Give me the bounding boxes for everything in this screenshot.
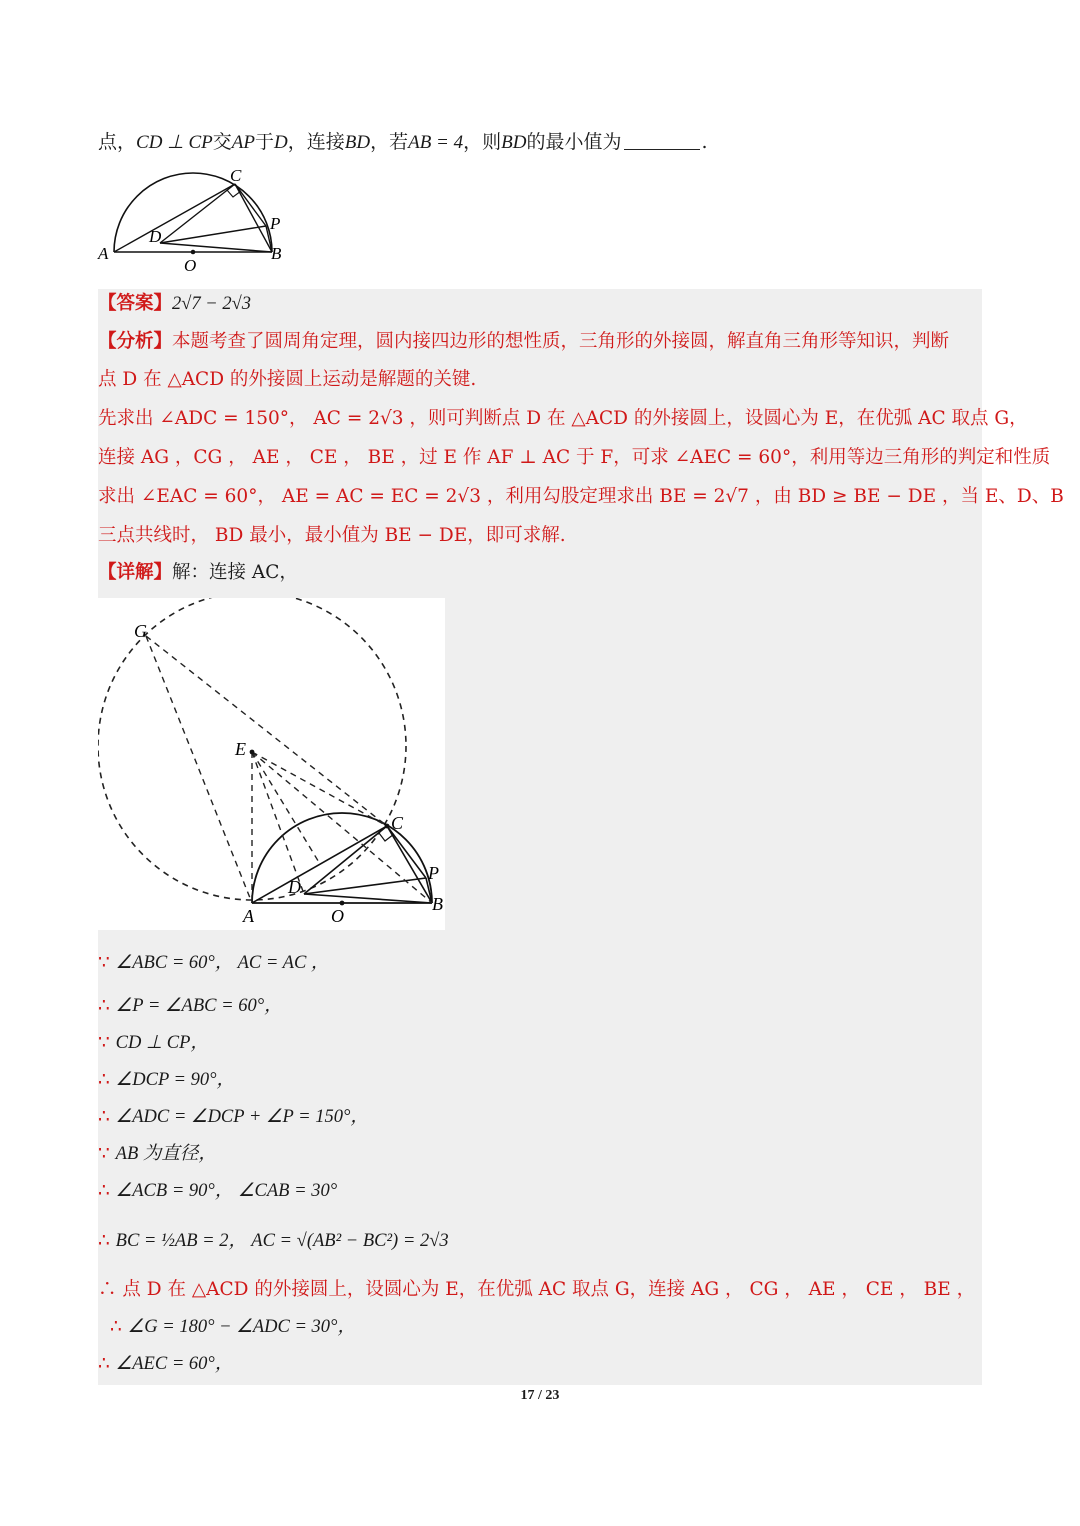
label-c: C: [230, 166, 242, 185]
label-a: A: [98, 244, 109, 263]
question-text: [98, 124, 998, 161]
step-symbol: ∴: [98, 1279, 117, 1300]
step-row: [98, 991, 283, 1021]
page-number: 17 / 23: [520, 1388, 560, 1403]
point-e: [250, 750, 255, 755]
step-text: ∠ABC = 60°， AC = AC ，: [115, 953, 330, 973]
semicircle-diagram: [94, 164, 294, 274]
answer-value: 2√7 − 2√3: [172, 294, 252, 314]
analysis-text: 本题考查了圆周角定理，圆内接四边形的想性质，三角形的外接圆，解直角三角形等知识，判断: [172, 331, 950, 352]
step-symbol: ∴: [98, 1069, 110, 1090]
step-text: BC = ½AB = 2， AC = √(AB² − BC²) = 2√3: [115, 1231, 449, 1251]
q-part: ，连接: [287, 131, 345, 153]
label-d: D: [288, 877, 301, 897]
step-symbol: ∴: [98, 1230, 110, 1251]
circle-construction-diagram: [98, 598, 445, 930]
detail-row: [98, 554, 982, 592]
line-db: [160, 243, 272, 252]
step-symbol: ∴: [98, 995, 110, 1016]
answer-tag: 【答案】: [98, 293, 173, 314]
q-part: ，若: [370, 131, 409, 153]
label-p: P: [428, 863, 439, 883]
step-row: [98, 1275, 975, 1305]
step-row: [98, 948, 329, 978]
label-c: C: [391, 813, 404, 833]
analysis-tag: 【分析】: [98, 331, 173, 352]
step-text: CD ⊥ CP，: [115, 1033, 209, 1053]
step-row: [98, 1349, 233, 1379]
label-a: A: [243, 906, 254, 926]
step-symbol: ∵: [98, 1143, 110, 1164]
q-part: 点，: [98, 131, 137, 153]
line-ac: [114, 184, 235, 252]
label-o: O: [331, 906, 344, 926]
step-row: [98, 1176, 337, 1206]
line-dp: [160, 226, 266, 243]
step-row: [98, 1102, 369, 1132]
point-c: [385, 824, 390, 829]
label-b: B: [271, 244, 282, 263]
q-part: ，则: [463, 131, 502, 153]
analysis-line-5: 求出 ∠EAC = 60°， AE = AC = EC = 2√3 ，利用勾股定理求出 BE = 2√7 ，由 BD ≥ BE − DE ，当 E、D、B: [98, 486, 1064, 507]
line-cp: [235, 184, 266, 226]
step-text: 点 D 在 △ACD 的外接圆上，设圆心为 E，在优弧 AC 取点 G，连接 AG ， CG ， AE ， CE ， BE ，: [122, 1279, 976, 1300]
step-text: ∠AEC = 60°，: [115, 1354, 234, 1374]
q-part: BD: [344, 132, 371, 153]
label-d: D: [149, 227, 162, 246]
center-point: [340, 901, 345, 906]
step-row: [98, 1226, 449, 1256]
q-part: AB = 4: [408, 132, 464, 153]
analysis-line-1: [98, 323, 982, 361]
analysis-line-3: 先求出 ∠ADC = 150°， AC = 2√3 ，则可判断点 D 在 △ACD 的外接圆上，设圆心为 E，在优弧 AC 取点 G，: [98, 408, 1028, 429]
center-point: [191, 250, 196, 255]
detail-intro: 解：连接 AC，: [172, 562, 298, 583]
q-part: 交: [212, 131, 232, 153]
q-part: .: [701, 131, 708, 153]
semicircle-arc: [114, 173, 272, 252]
step-text: ∠G = 180° − ∠ADC = 30°，: [127, 1317, 356, 1337]
q-part: AP: [231, 132, 255, 153]
label-b: B: [432, 894, 443, 914]
label-g: G: [134, 621, 147, 641]
step-text: ∠P = ∠ABC = 60°，: [115, 996, 283, 1016]
step-text: ∠ADC = ∠DCP + ∠P = 150°，: [115, 1107, 369, 1127]
step-text: AB 为直径，: [115, 1144, 217, 1164]
step-row: [98, 1139, 217, 1169]
q-part: D: [274, 132, 288, 153]
step-symbol: ∴: [98, 1180, 110, 1201]
q-part: 于: [254, 131, 274, 153]
step-symbol: ∵: [98, 952, 110, 973]
step-row: [98, 1028, 209, 1058]
line-cb: [235, 184, 272, 252]
answer-blank: [624, 131, 700, 150]
label-e: E: [235, 739, 246, 759]
step-row: [110, 1312, 356, 1342]
step-symbol: ∵: [98, 1032, 110, 1053]
analysis-line-6: 三点共线时， BD 最小，最小值为 BE − DE，即可求解.: [98, 525, 566, 546]
label-p: P: [270, 214, 281, 233]
step-symbol: ∴: [98, 1353, 110, 1374]
detail-tag: 【详解】: [98, 562, 173, 583]
step-row: [98, 1065, 235, 1095]
step-symbol: ∴: [110, 1316, 122, 1337]
step-text: ∠DCP = 90°，: [115, 1070, 236, 1090]
step-symbol: ∴: [98, 1106, 110, 1127]
q-part: 的最小值为: [526, 131, 622, 153]
analysis-line-2: 点 D 在 △ACD 的外接圆上运动是解题的关键.: [98, 369, 477, 390]
step-text: ∠ACB = 90°， ∠CAB = 30°: [115, 1181, 338, 1201]
answer-row: [98, 285, 982, 323]
q-part: CD ⊥ CP: [136, 132, 213, 153]
line-dc: [160, 184, 235, 243]
analysis-line-4: 连接 AG ，CG ， AE ， CE ， BE ，过 E 作 AF ⊥ AC 于 F，可求 ∠AEC = 60°，利用等边三角形的判定和性质: [98, 447, 1051, 468]
label-o: O: [184, 256, 197, 274]
q-part: BD: [501, 132, 527, 153]
